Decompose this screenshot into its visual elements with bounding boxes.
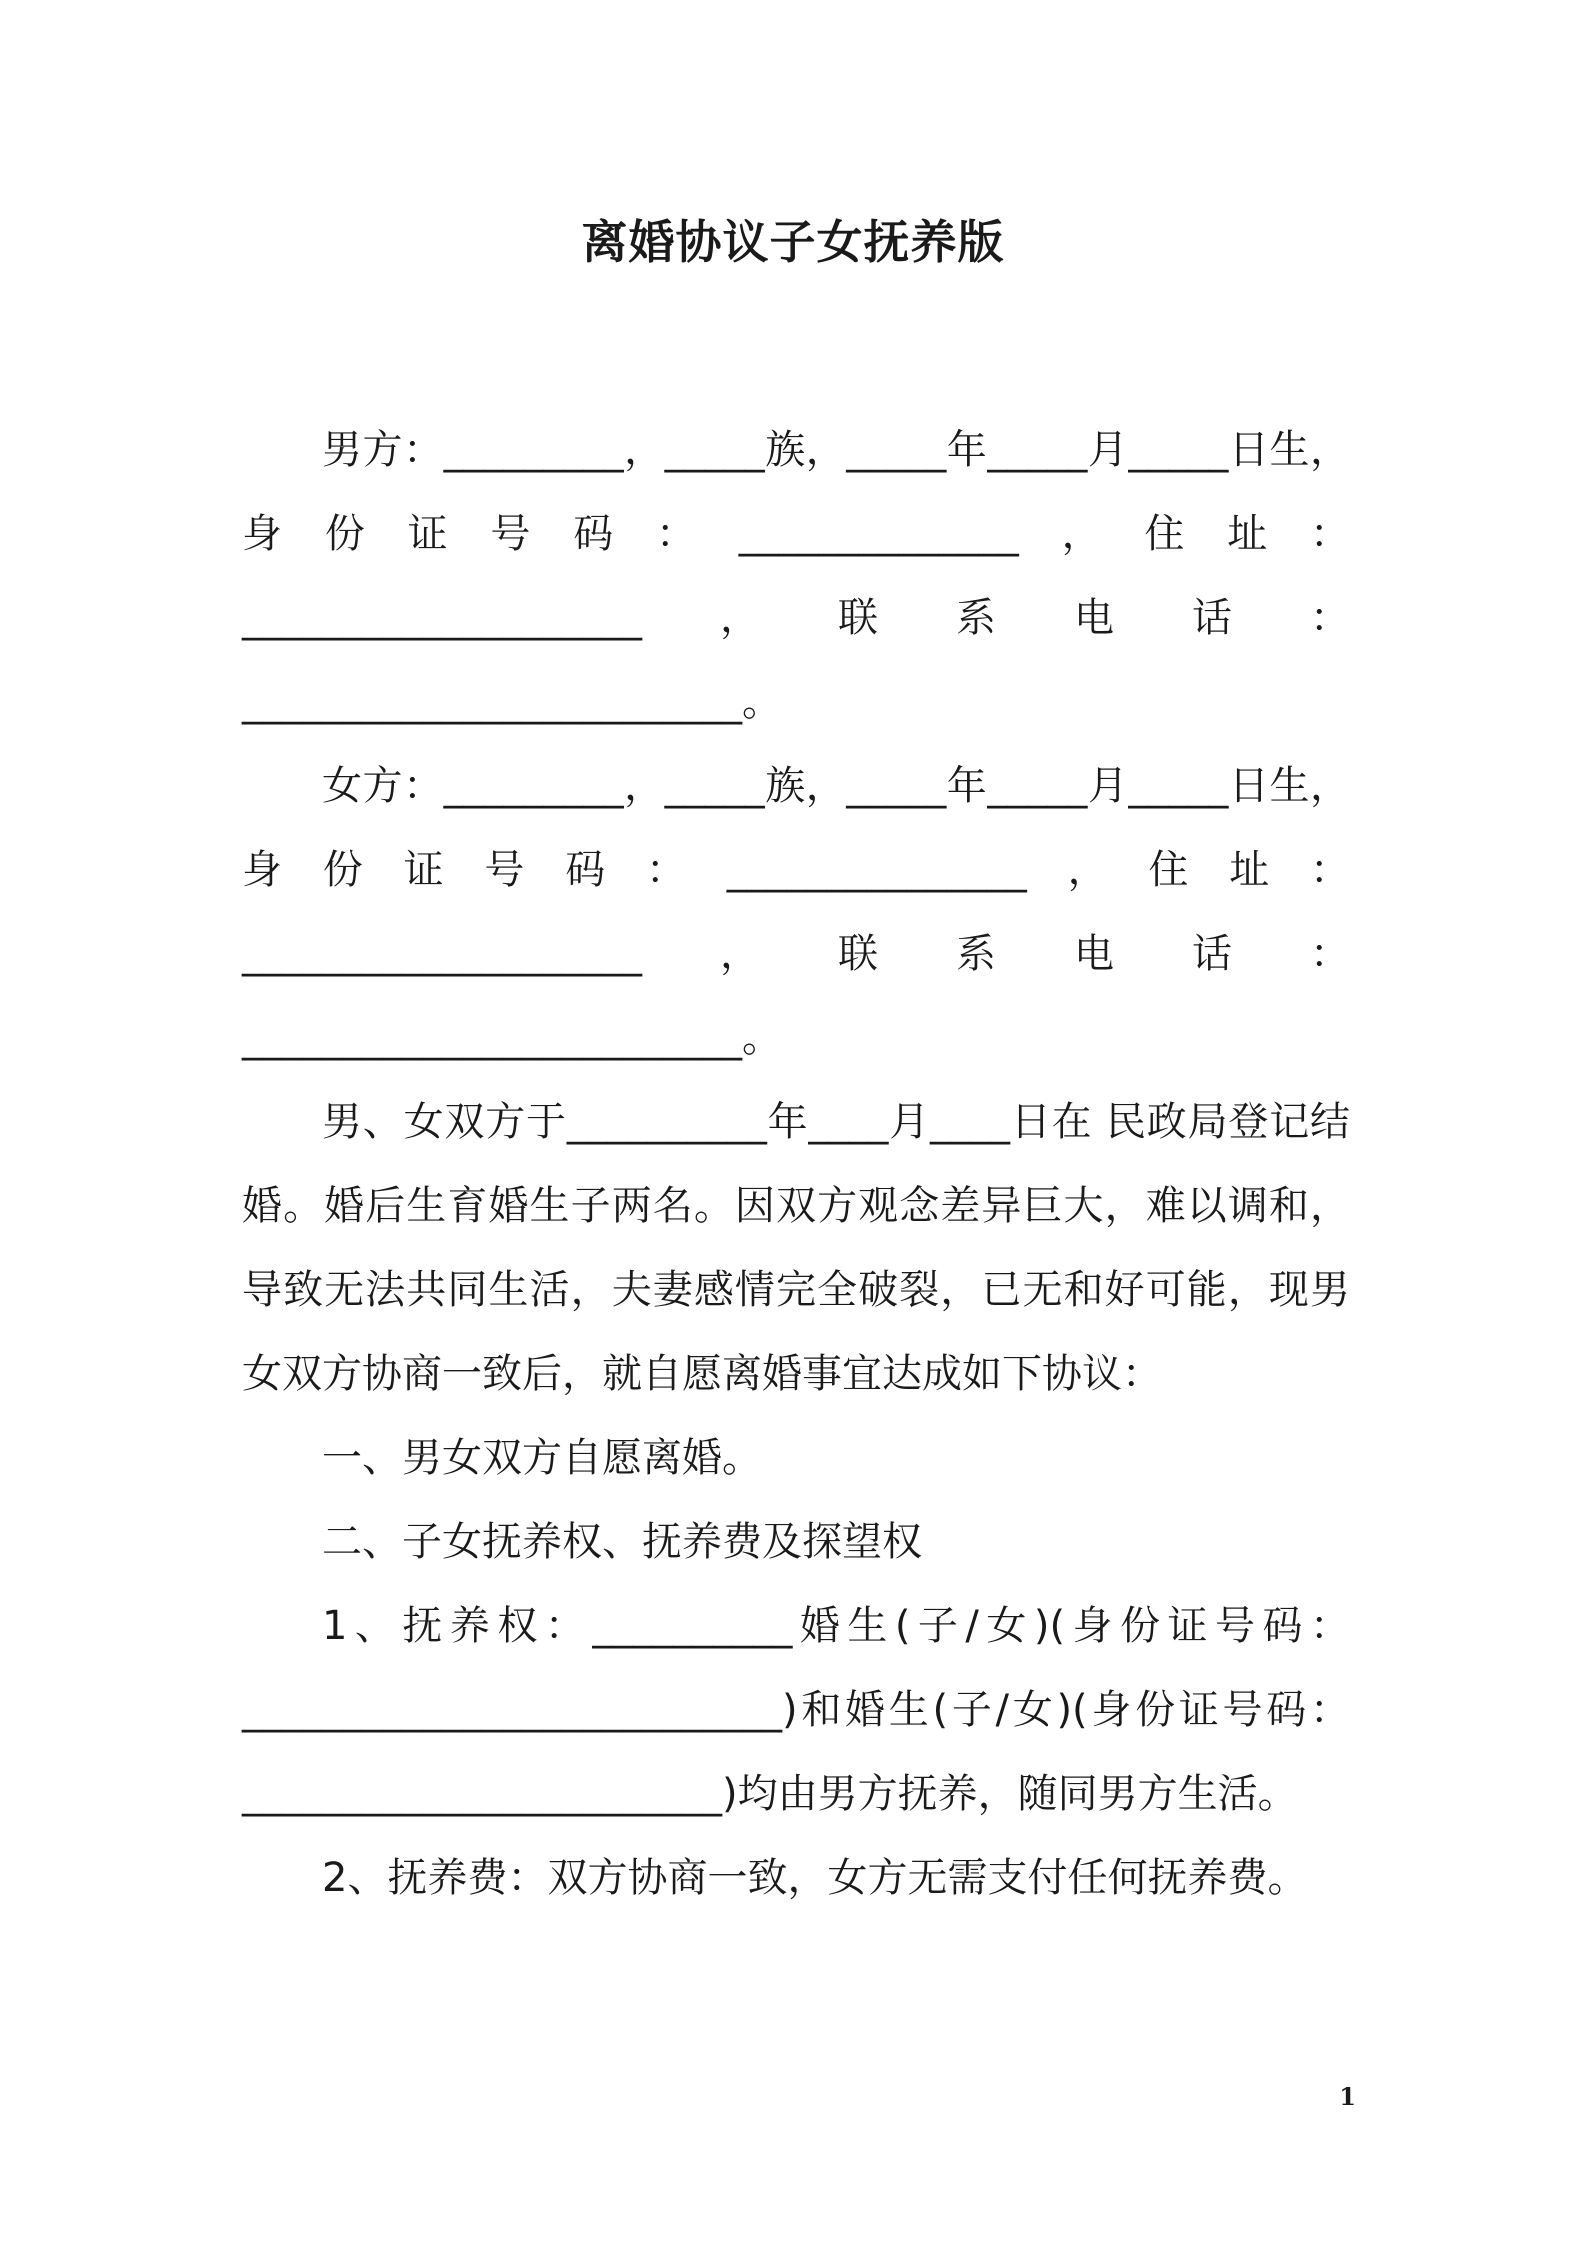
- paragraph-clause-2-heading: 二、子女抚养权、抚养费及探望权: [322, 1519, 922, 1565]
- paragraph-female-party: 女方：_________，_____族，_____年_____月_____日生，身份证号码：_______________，住址：____________________，联系电话：_________________________。: [242, 763, 1350, 1061]
- document-body: [242, 408, 1350, 1920]
- paragraph-male-party: 男方：_________，_____族，_____年_____月_____日生，身份证号码：______________，住址：____________________，联系电话：_________________________。: [242, 427, 1350, 725]
- paragraph-custody: 1、抚养权：__________婚生(子/女)(身份证号码：___________________________)和婚生(子/女)(身份证号码：________________________)均由男方抚养，随同男方生活。: [242, 1603, 1350, 1817]
- paragraph-child-support: 2、抚养费：双方协商一致，女方无需支付任何抚养费。: [322, 1855, 1308, 1901]
- paragraph-clause-1: 一、男女双方自愿离婚。: [322, 1435, 762, 1481]
- page-number: 1: [1339, 2082, 1356, 2111]
- paragraph-marriage-background: 男、女双方于__________年____月____日在 民政局登记结婚。婚后生育婚生子两名。因双方观念差异巨大，难以调和，导致无法共同生活，夫妻感情完全破裂，已无和好可能，现男女双方协商一致后，就自愿离婚事宜达成如下协议：: [242, 1099, 1350, 1397]
- document-title: 离婚协议子女抚养版: [581, 215, 1005, 269]
